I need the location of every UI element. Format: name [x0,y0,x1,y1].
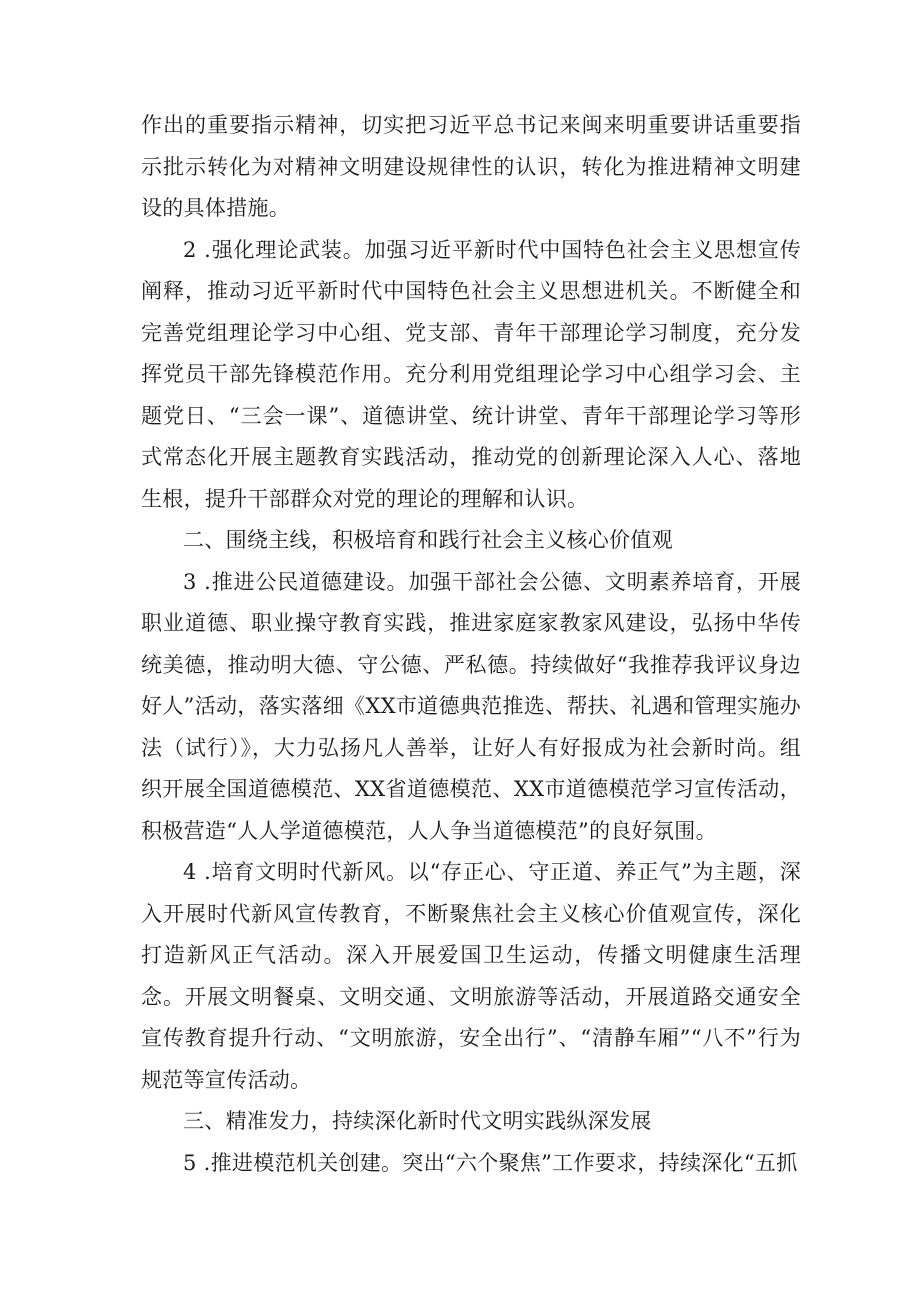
paragraph-item-5: 5 .推进模范机关创建。突出“六个聚焦”工作要求，持续深化“五抓 [183,1150,798,1175]
paragraph-item-3: 3 .推进公民道德建设。加强干部社会公德、文明素养培育，开展职业道德、职业操守教育实践，推进家庭家教家风建设，弘扬中华传统美德，推动明大德、守公德、严私德。持续做好“我推荐我评议身边好人”活动，落实落细《XX市道德典范推选、帮扶、礼遇和管理实施办法（试行）》，大力弘扬凡人善举，让好人有好报成为社会新时尚。组织开展全国道德模范、XX省道德模范、XX市道德模范学习宣传活动，积极营造“人人学道德模范，人人争当道德模范”的良好氛围。 [141,569,801,843]
paragraph-continuation: 作出的重要指示精神，切实把习近平总书记来闽来明重要讲话重要指示批示转化为对精神文明建设规律性的认识，转化为推进精神文明建设的具体措施。 [141,113,801,220]
paragraph-item-2: 2 .强化理论武装。加强习近平新时代中国特色社会主义思想宣传阐释，推动习近平新时代中国特色社会主义思想进机关。不断健全和完善党组理论学习中心组、党支部、青年干部理论学习制度，充分发挥党员干部先锋模范作用。充分利用党组理论学习中心组学习会、主题党日、“三会一课”、道德讲堂、统计讲堂、青年干部理论学习等形式常态化开展主题教育实践活动，推动党的创新理论深入人心、落地生根，提升干部群众对党的理论的理解和认识。 [141,237,801,511]
document-body [141,105,801,1184]
section-heading-2: 二、围绕主线，积极培育和践行社会主义核心价值观 [183,528,673,552]
paragraph-item-4: 4 .培育文明时代新风。以“存正心、守正道、养正气”为主题，深入开展时代新风宣传教育，不断聚焦社会主义核心价值观宣传，深化打造新风正气活动。深入开展爱国卫生运动，传播文明健康生活理念。开展文明餐桌、文明交通、文明旅游等活动，开展道路交通安全宣传教育提升行动、“文明旅游，安全出行”、“清静车厢”“八不”行为规范等宣传活动。 [141,860,801,1092]
section-heading-3: 三、精准发力，持续深化新时代文明实践纵深发展 [183,1109,652,1133]
